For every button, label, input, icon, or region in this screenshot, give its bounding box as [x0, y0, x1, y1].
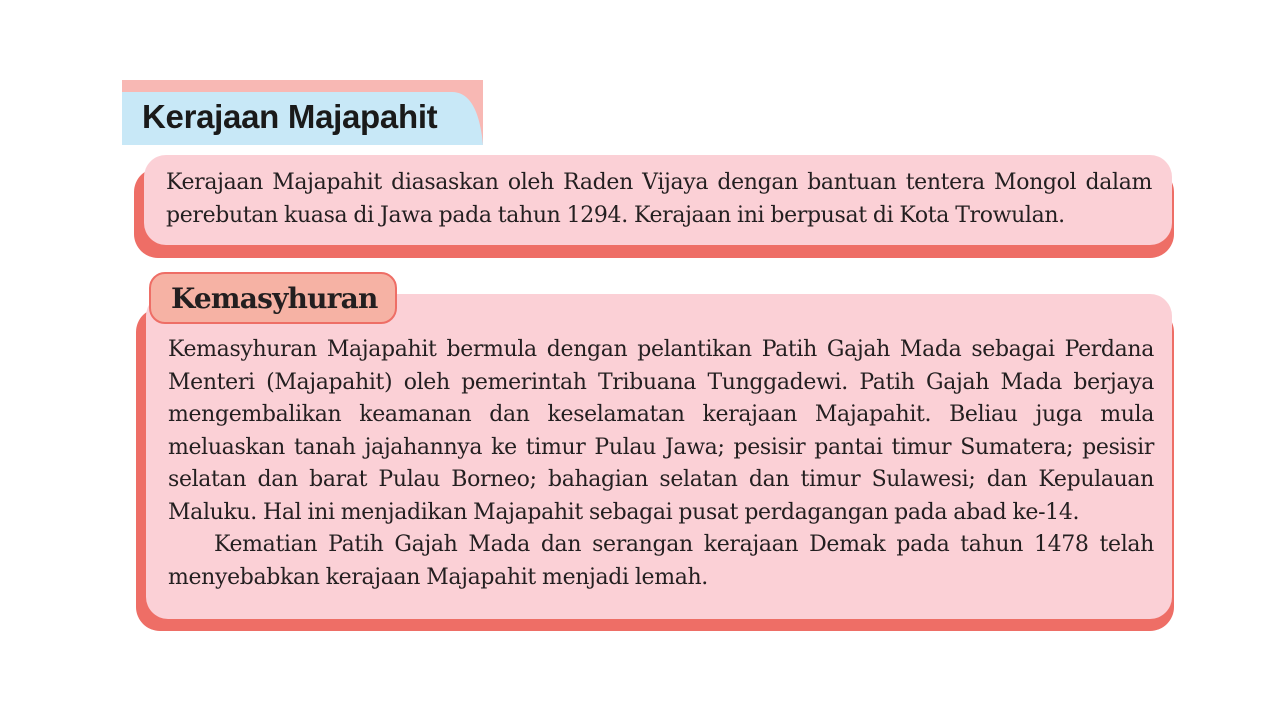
- title-banner: [122, 80, 483, 145]
- section-paragraph-2: Kematian Patih Gajah Mada dan serangan kerajaan Demak pada tahun 1478 telah menyebabkan kerajaan Majapahit menjadi lemah.: [168, 532, 1154, 590]
- page-title: Kerajaan Majapahit: [142, 98, 438, 135]
- title-banner-accent: [122, 80, 483, 92]
- section-box: [146, 294, 1172, 619]
- section-heading-tag: [149, 272, 397, 324]
- section-heading: Kemasyhuran: [171, 282, 378, 315]
- section-paragraph-1: Kemasyhuran Majapahit bermula dengan pelantikan Patih Gajah Mada sebagai Perdana Menteri (Majapahit) oleh pemerintah Tribuana Tunggadewi. Patih Gajah Mada berjaya mengembalikan keamanan dan keselamatan kerajaan Majapahit. Beliau juga mula meluaskan tanah jajahannya ke timur Pulau Jawa; pesisir pantai timur Sumatera; pesisir selatan dan barat Pulau Borneo; bahagian selatan dan timur Sulawesi; dan Kepulauan Maluku. Hal ini menjadikan Majapahit sebagai pusat perdagangan pada abad ke-14.: [168, 337, 1154, 525]
- intro-paragraph: Kerajaan Majapahit diasaskan oleh Raden Vijaya dengan bantuan tentera Mongol dalam perebutan kuasa di Jawa pada tahun 1294. Kerajaan ini berpusat di Kota Trowulan.: [166, 170, 1152, 228]
- intro-box: [144, 155, 1172, 245]
